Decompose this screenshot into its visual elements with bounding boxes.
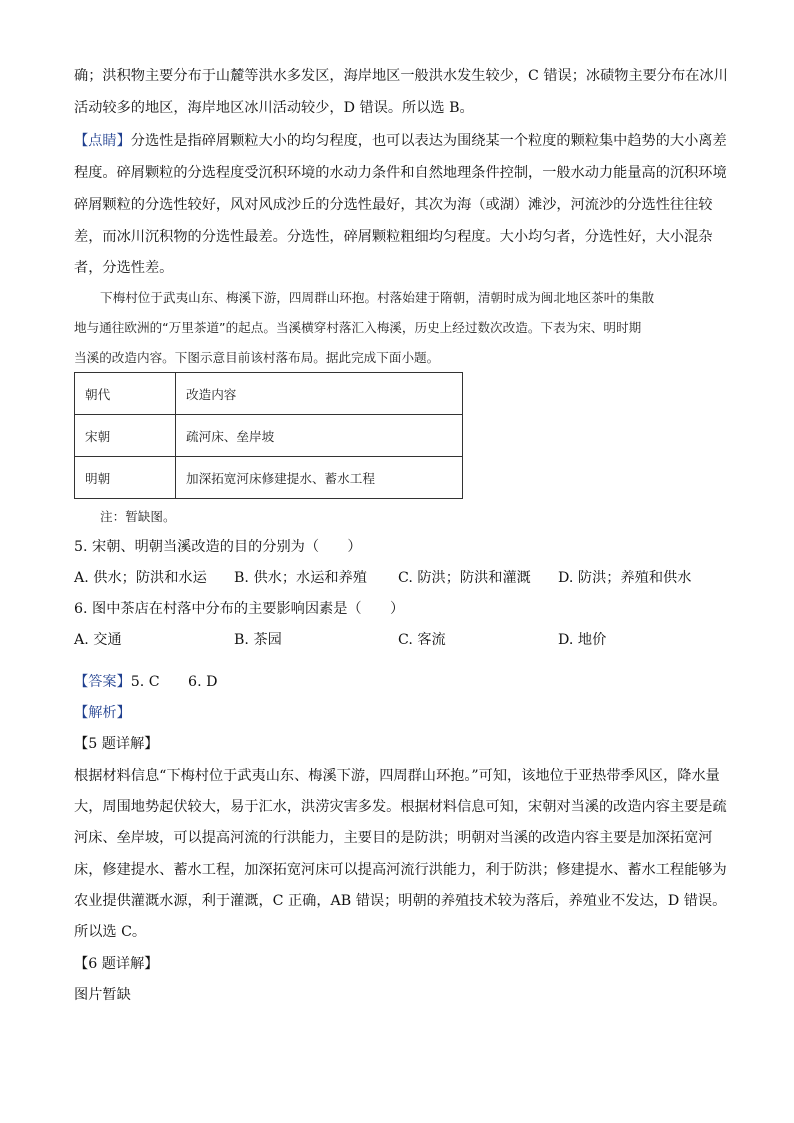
answer-label: 【答案】 xyxy=(74,674,131,690)
text-line: 确；洪积物主要分布于山麓等洪水多发区，海岸地区一般洪水发生较少，C 错误；冰碛物主要分布在冰川 xyxy=(74,68,728,84)
q5-option-b: B. 供水；水运和养殖 xyxy=(234,570,367,586)
q6-option-c: C. 客流 xyxy=(398,632,446,648)
detail-6-label: 【6 题详解】 xyxy=(74,956,159,972)
text-line: 活动较多的地区，海岸地区冰川活动较少，D 错误。所以选 B。 xyxy=(74,100,474,116)
detail-6-line: 图片暂缺 xyxy=(74,987,131,1003)
material-line: 下梅村位于武夷山东、梅溪下游，四周群山环抱。村落始建于隋朝，清朝时成为闽北地区茶叶的集散 xyxy=(100,290,655,305)
detail-5-line: 农业提供灌溉水源，利于灌溉，C 正确，AB 错误；明朝的养殖技术较为落后，养殖业不发达，D 错误。 xyxy=(74,893,727,909)
detail-5-line: 根据材料信息“下梅村位于武夷山东、梅溪下游，四周群山环抱。”可知，该地位于亚热带季风区，降水量 xyxy=(74,768,720,784)
table-row xyxy=(75,415,463,457)
text-line: 者，分选性差。 xyxy=(74,260,174,276)
answer-line xyxy=(74,668,722,697)
tip-label: 【点睛】 xyxy=(74,133,131,149)
q5-option-c: C. 防洪；防洪和灌溉 xyxy=(398,570,531,586)
text-line: 碎屑颗粒的分选性较好，风对风成沙丘的分选性最好，其次为海（或湖）滩沙，河流沙的分选性往往较 xyxy=(74,197,713,213)
q5-option-d: D. 防洪；养殖和供水 xyxy=(558,570,692,586)
analysis-label: 【解析】 xyxy=(74,705,131,721)
q5-option-a: A. 供水；防洪和水运 xyxy=(74,570,207,586)
q6-option-a: A. 交通 xyxy=(74,632,122,648)
detail-5-line: 河床、垒岸坡，可以提高河流的行洪能力，主要目的是防洪；明朝对当溪的改造内容主要是加深拓宽河 xyxy=(74,830,713,846)
table-cell: 宋朝 xyxy=(75,415,176,457)
reform-table xyxy=(74,372,463,499)
detail-5-label: 【5 题详解】 xyxy=(74,736,159,752)
table-cell: 明朝 xyxy=(75,457,176,499)
detail-5-line: 所以选 C。 xyxy=(74,924,147,940)
detail-5-line: 床，修建提水、蓄水工程，加深拓宽河床可以提高河流行洪能力，利于防洪；修建提水、蓄水工程能够为 xyxy=(74,862,727,878)
tip-paragraph-line xyxy=(74,127,727,156)
q6-option-d: D. 地价 xyxy=(558,632,607,648)
text-line: 程度。碎屑颗粒的分选程度受沉积环境的水动力条件和自然地理条件控制，一般水动力能量高的沉积环境 xyxy=(74,165,727,181)
question-6-stem: 6. 图中茶店在村落中分布的主要影响因素是（ ） xyxy=(74,601,405,617)
material-line: 当溪的改造内容。下图示意目前该村落布局。据此完成下面小题。 xyxy=(74,350,440,365)
table-cell: 疏河床、垒岸坡 xyxy=(176,415,463,457)
q6-option-b: B. 茶园 xyxy=(234,632,282,648)
figure-note: 注：暂缺图。 xyxy=(100,509,176,524)
answer-text: 5. C 6. D xyxy=(130,674,218,690)
table-header-cell: 朝代 xyxy=(75,373,176,415)
tip-text: 分选性是指碎屑颗粒大小的均匀程度，也可以表达为围绕某一个粒度的颗粒集中趋势的大小离差 xyxy=(130,133,727,149)
table-cell: 加深拓宽河床修建提水、蓄水工程 xyxy=(176,457,463,499)
text-line: 差，而冰川沉积物的分选性最差。分选性，碎屑颗粒粗细均匀程度。大小均匀者，分选性好，大小混杂 xyxy=(74,229,713,245)
material-line: 地与通往欧洲的“万里茶道”的起点。当溪横穿村落汇入梅溪，历史上经过数次改造。下表为宋、明时期 xyxy=(74,320,642,335)
question-5-stem: 5. 宋朝、明朝当溪改造的目的分别为（ ） xyxy=(74,539,362,555)
detail-5-line: 大，周围地势起伏较大，易于汇水，洪涝灾害多发。根据材料信息可知，宋朝对当溪的改造内容主要是疏 xyxy=(74,799,727,815)
table-header-cell: 改造内容 xyxy=(176,373,463,415)
table-header-row xyxy=(75,373,463,415)
table-row xyxy=(75,457,463,499)
